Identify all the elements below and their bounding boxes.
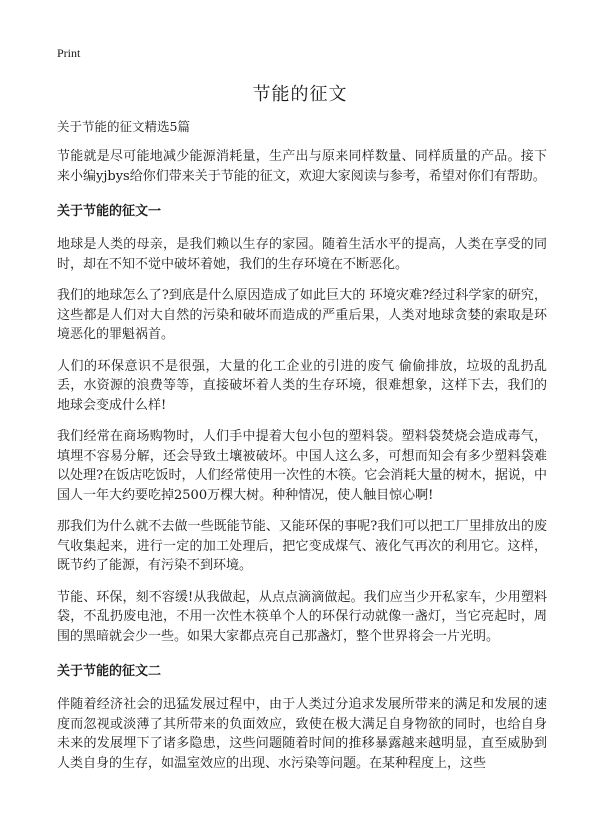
section-paragraph: 地球是人类的母亲，是我们赖以生存的家园。随着生活水平的提高，人类在享受的同时，却在不知不觉中破坏着她，我们的生存环境在不断恶化。	[57, 237, 547, 272]
section-paragraph: 人们的环保意识不是很强，大量的化工企业的引进的废气 偷偷排放，垃圾的乱扔乱丢，水资源的浪费等等，直接破坏着人类的生存环境，很难想象，这样下去，我们的地球会变成什么样!	[57, 358, 547, 413]
document-title: 节能的征文	[252, 84, 348, 105]
section-paragraph: 那我们为什么就不去做一些既能节能、又能环保的事呢?我们可以把工厂里排放出的废气收集起来，进行一定的加工处理后，把它变成煤气、液化气再次的利用它。这样，既节约了能源，有污染不到环境。	[57, 519, 547, 573]
document-subtitle: 关于节能的征文精选5篇	[57, 119, 190, 134]
section-paragraph: 伴随着经济社会的迅猛发展过程中，由于人类过分追求发展所带来的满足和发展的速度而忽视或淡薄了其所带来的负面效应，致使在极大满足自身物欲的同时，也给自身未来的发展埋下了诸多隐患，这些问题随着时间的推移暴露越来越明显，直至威胁到人类自身的生存，如温室效应的出现、水污染等问题。在某种程度上，这些	[57, 697, 547, 771]
section-paragraph: 我们经常在商场购物时，人们手中提着大包小包的塑料袋。塑料袋焚烧会造成毒气，填埋不容易分解，还会导致土壤被破坏。中国人这么多，可想而知会有多少塑料袋难以处理?在饭店吃饭时，人们经常使用一次性的木筷。它会消耗大量的树木，据说，中国人一年大约要吃掉2500万棵大树。种种情况，使人触目惊心啊!	[57, 429, 547, 503]
section-paragraph: 节能、环保，刻不容缓!从我做起，从点点滴滴做起。我们应当少开私家车，少用塑料袋，不乱扔废电池，不用一次性木筷单个人的环保行动就像一盏灯，当它亮起时，周围的黑暗就会少一些。如果大家都点亮自己那盏灯，整个世界将会一片光明。	[57, 589, 547, 644]
print-link[interactable]: Print	[57, 46, 81, 60]
section-heading: 关于节能的征文二	[57, 664, 162, 679]
section-heading: 关于节能的征文一	[57, 204, 162, 219]
document-body	[57, 117, 547, 785]
intro-paragraph: 节能就是尽可能地减少能源消耗量，生产出与原来同样数量、同样质量的产品。接下来小编yjbys给你们带来关于节能的征文，欢迎大家阅读与参考，希望对你们有帮助。	[57, 149, 547, 184]
section-paragraph: 我们的地球怎么了?到底是什么原因造成了如此巨大的 环境灾难?经过科学家的研究，这些都是人们对大自然的污染和破坏而造成的严重后果，人类对地球贪婪的索取是环境恶化的罪魁祸首。	[57, 288, 547, 342]
